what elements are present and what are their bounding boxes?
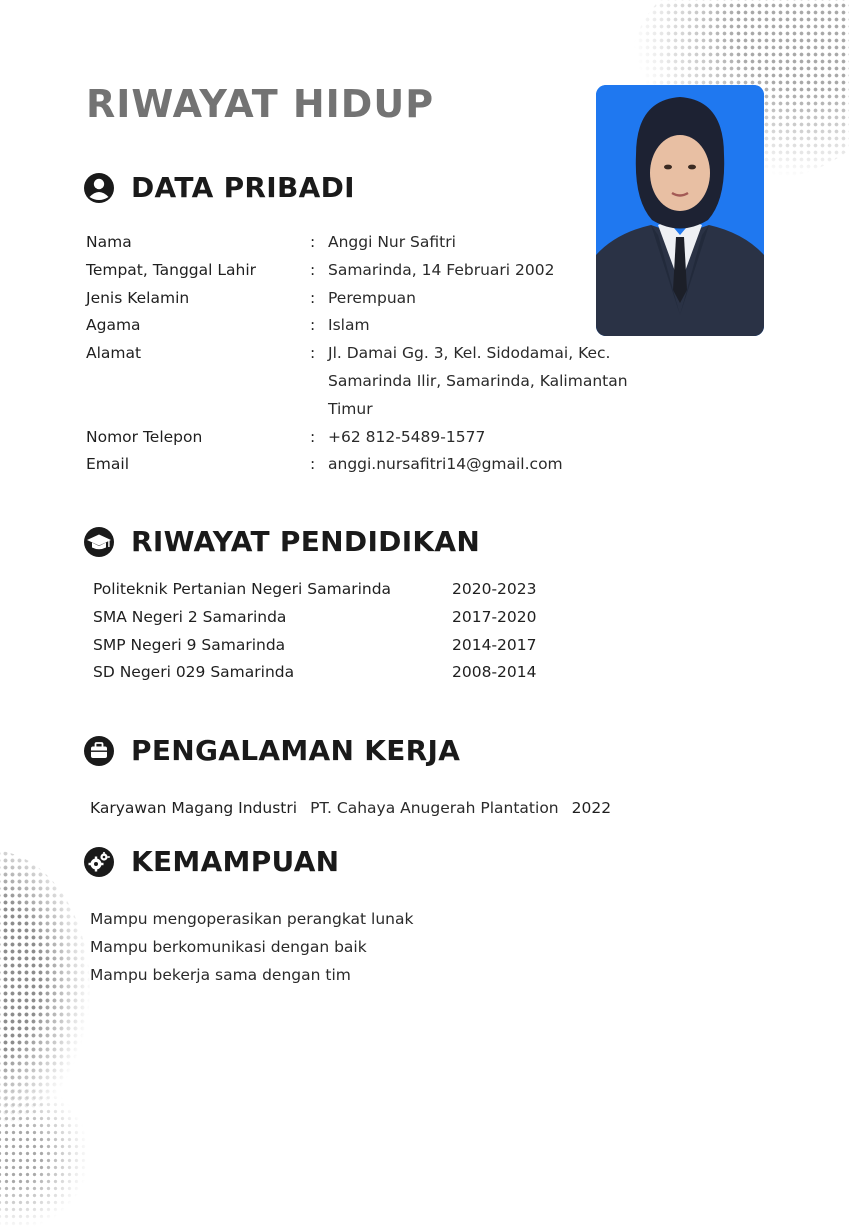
info-row-name [86,229,648,257]
education-row [93,659,537,687]
info-label: Nama [86,233,132,251]
section-work-title: PENGALAMAN KERJA [131,734,461,767]
info-separator: : [310,427,316,446]
section-work-heading [83,734,460,767]
info-label: Tempat, Tanggal Lahir [86,260,257,279]
work-year: 2022 [571,799,612,817]
info-separator: : [310,316,316,335]
work-role: Karyawan Magang Industri [90,799,298,817]
info-separator: : [310,288,316,307]
education-school: SMA Negeri 2 Samarinda [93,607,287,626]
info-value: Perempuan [328,288,416,307]
info-value: Jl. Damai Gg. 3, Kel. Sidodamai, Kec. Samarinda Ilir, Samarinda, Kalimantan Timur [328,344,628,418]
education-years: 2008-2014 [452,663,537,682]
info-separator: : [310,233,316,251]
decorative-dots-bottom-left-small [0,1080,90,1230]
skill-item: Mampu berkomunikasi dengan baik [90,937,367,956]
info-separator: : [310,344,316,363]
skill-item: Mampu bekerja sama dengan tim [90,965,351,984]
info-row-gender [86,285,648,313]
education-row [93,632,537,660]
info-separator: : [310,260,316,279]
info-value: Samarinda, 14 Februari 2002 [328,260,555,279]
education-years: 2017-2020 [452,607,537,626]
info-row-phone [86,424,648,452]
info-value: Islam [328,316,370,335]
section-skills-heading [83,845,339,878]
section-personal-heading [83,171,355,204]
info-label: Nomor Telepon [86,427,203,446]
user-icon [83,172,115,204]
info-label: Alamat [86,344,142,363]
section-education-heading [83,525,480,558]
education-school: SD Negeri 029 Samarinda [93,663,295,682]
briefcase-icon [83,735,115,767]
education-years: 2020-2023 [452,580,537,598]
skill-item: Mampu mengoperasikan perangkat lunak [90,910,414,928]
info-label: Jenis Kelamin [86,288,190,307]
education-list [93,576,537,687]
info-value: Anggi Nur Safitri [328,233,456,251]
gears-icon [83,846,115,878]
info-value: anggi.nursafitri14@gmail.com [328,455,563,474]
education-row [93,576,537,604]
section-personal-title: DATA PRIBADI [131,171,355,204]
info-label: Agama [86,316,141,335]
info-separator: : [310,455,316,474]
education-years: 2014-2017 [452,635,537,654]
graduation-cap-icon [83,526,115,558]
section-skills-title: KEMAMPUAN [131,845,340,878]
page-title: RIWAYAT HIDUP [86,82,435,126]
info-label: Email [86,455,130,474]
info-row-email [86,451,648,479]
info-row-religion [86,312,648,340]
education-school: SMP Negeri 9 Samarinda [93,635,286,654]
skills-list [90,906,413,989]
section-education-title: RIWAYAT PENDIDIKAN [131,525,481,558]
education-school: Politeknik Pertanian Negeri Samarinda [93,580,392,598]
info-row-address [86,340,648,423]
personal-info-table [86,229,648,479]
work-entry [90,795,611,821]
work-company: PT. Cahaya Anugerah Plantation [310,799,559,817]
education-row [93,604,537,632]
info-value: +62 812-5489-1577 [328,427,486,446]
info-row-birth [86,257,648,285]
